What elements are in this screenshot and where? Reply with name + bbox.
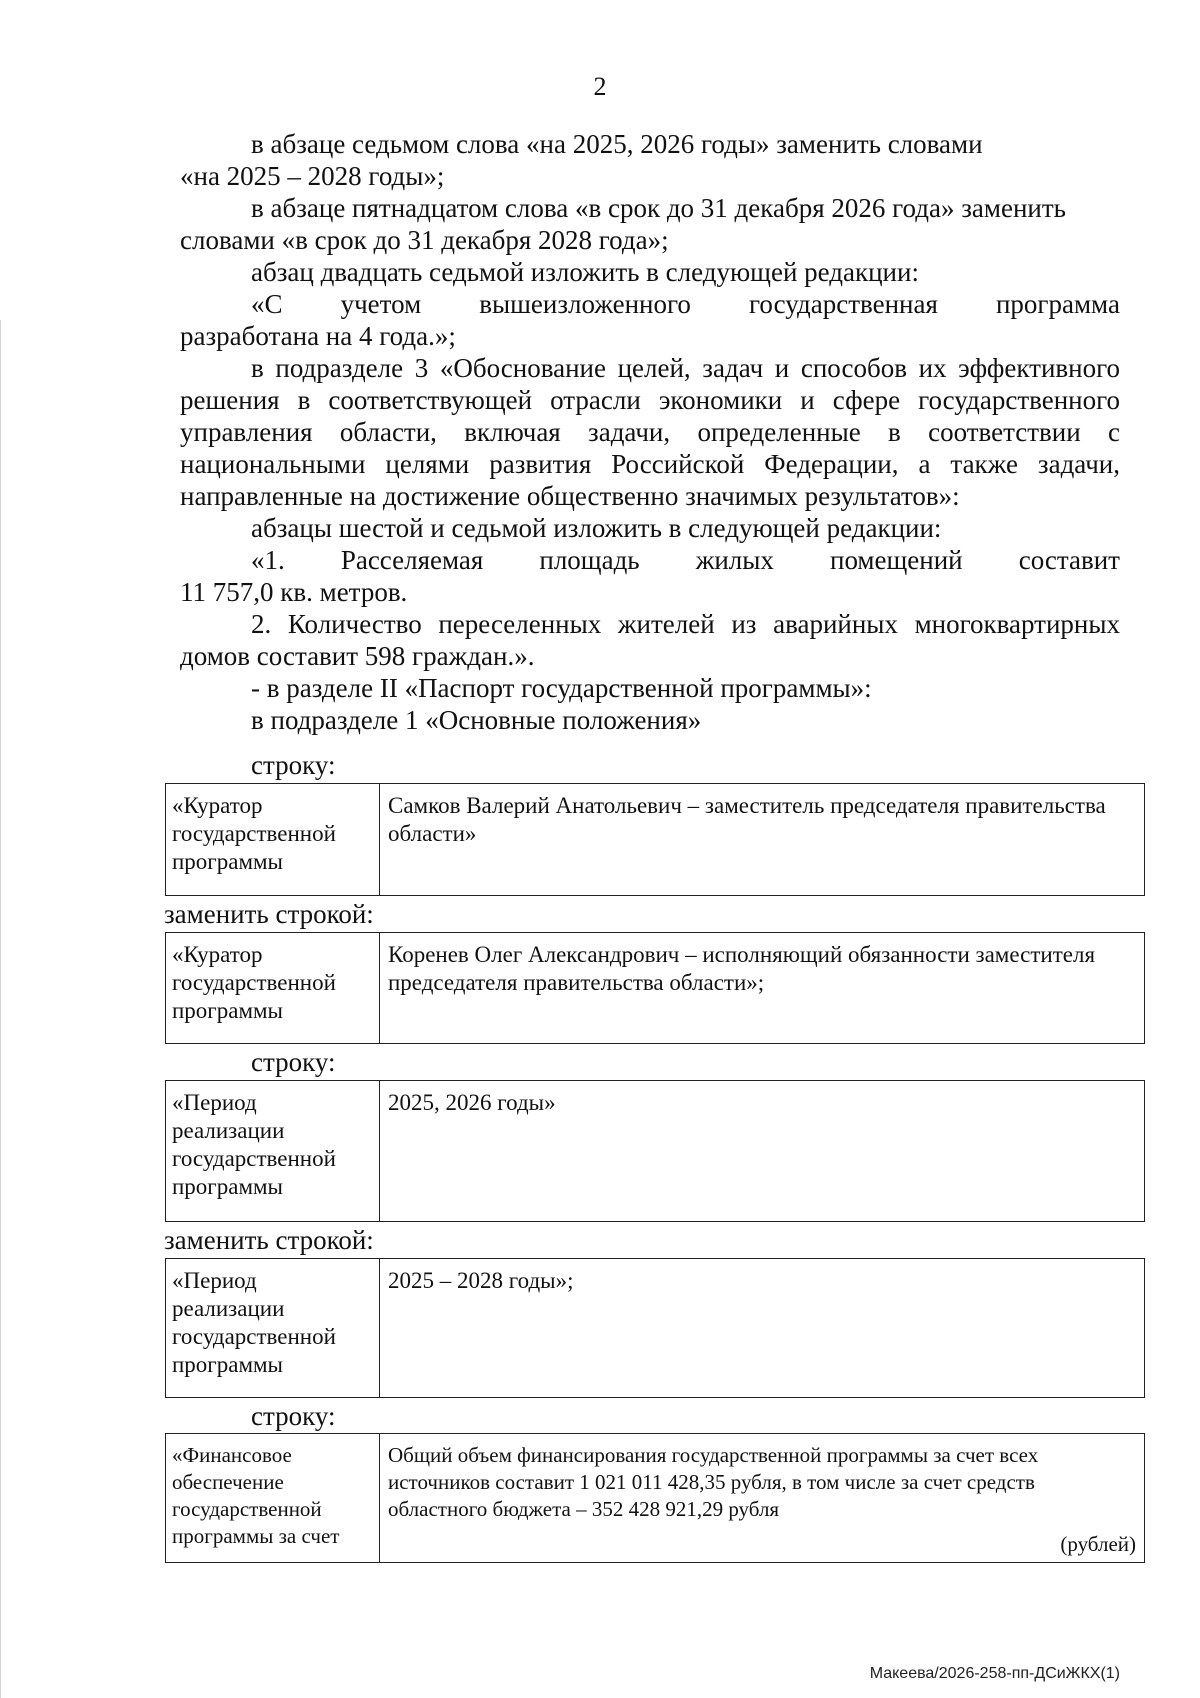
paragraph-6: абзацы шестой и седьмой изложить в следующей редакции: bbox=[251, 513, 942, 543]
body-text bbox=[180, 128, 1120, 736]
paragraph-1-line-1: в абзаце седьмом слова «на 2025, 2026 годы» заменить словами bbox=[251, 129, 983, 159]
scan-edge-line bbox=[0, 320, 1, 1698]
row-label-1: строку: bbox=[251, 750, 336, 780]
table-cell-left: «Период реализации государственной программы bbox=[166, 1259, 380, 1397]
unit-label: (рублей) bbox=[1060, 1532, 1136, 1556]
paragraph-7-line-2: 11 757,0 кв. метров. bbox=[180, 577, 408, 607]
paragraph-4-line-2: разработана на 4 года.»; bbox=[180, 321, 456, 351]
footer-document-code: Макеева/2026-258-пп-ДСиЖКХ(1) bbox=[869, 1665, 1120, 1682]
table-row-period-old bbox=[165, 1080, 1145, 1222]
paragraph-10: в подразделе 1 «Основные положения» bbox=[251, 705, 702, 735]
table-cell-right bbox=[380, 1434, 1144, 1562]
table-cell-right: Самков Валерий Анатольевич – заместитель председателя правительства области» bbox=[388, 793, 1106, 846]
table-cell-left: «Куратор государственной программы bbox=[166, 784, 380, 895]
table-cell-left: «Период реализации государственной программы bbox=[166, 1081, 380, 1221]
table-row-curator-old bbox=[165, 783, 1145, 896]
replace-label-1: заменить строкой: bbox=[164, 899, 374, 929]
replace-label-2: заменить строкой: bbox=[164, 1225, 374, 1255]
financing-text: Общий объем финансирования государственной программы за счет всех источников составит 1 021 011 428,35 рубля, в том числе за счет средств областного бюджета – 352 428 921,29 рубля bbox=[388, 1443, 1039, 1521]
page-number: 2 bbox=[593, 72, 607, 101]
paragraph-3: абзац двадцать седьмой изложить в следующей редакции: bbox=[251, 257, 919, 287]
table-row-financing bbox=[165, 1433, 1145, 1563]
table-cell-right: Коренев Олег Александрович – исполняющий обязанности заместителя председателя правительства области»; bbox=[388, 942, 1096, 995]
table-cell-right: 2025 – 2028 годы»; bbox=[388, 1268, 574, 1293]
row-label-3: строку: bbox=[251, 1401, 336, 1431]
paragraph-8: 2. Количество переселенных жителей из аварийных многоквартирных домов составит 598 граждан.». bbox=[180, 609, 1120, 671]
paragraph-5: в подразделе 3 «Обоснование целей, задач и способов их эффективного решения в соответствующей отрасли экономики и сфере государственного управления области, включая задачи, определенные в соответствии с национальными целями развития Российской Федерации, а также задачи, направленные на достижение общественно значимых результатов»: bbox=[180, 353, 1120, 511]
paragraph-2-line-2: словами «в срок до 31 декабря 2028 года»; bbox=[180, 225, 669, 255]
paragraph-1-line-2: «на 2025 – 2028 годы»; bbox=[180, 161, 445, 191]
paragraph-4-line-1: «С учетом вышеизложенного государственная программа bbox=[251, 289, 1120, 319]
table-cell-left: «Финансовое обеспечение государственной программы за счет bbox=[166, 1434, 380, 1562]
paragraph-2-line-1: в абзаце пятнадцатом слова «в срок до 31 декабря 2026 года» заменить bbox=[251, 193, 1066, 223]
paragraph-7-line-1: «1. Расселяемая площадь жилых помещений составит bbox=[251, 545, 1120, 575]
table-row-period-new bbox=[165, 1258, 1145, 1398]
paragraph-9: - в разделе II «Паспорт государственной программы»: bbox=[251, 673, 872, 703]
table-cell-right: 2025, 2026 годы» bbox=[388, 1090, 556, 1115]
table-row-curator-new bbox=[165, 932, 1145, 1044]
table-cell-left: «Куратор государственной программы bbox=[166, 933, 380, 1043]
row-label-2: строку: bbox=[251, 1047, 336, 1077]
